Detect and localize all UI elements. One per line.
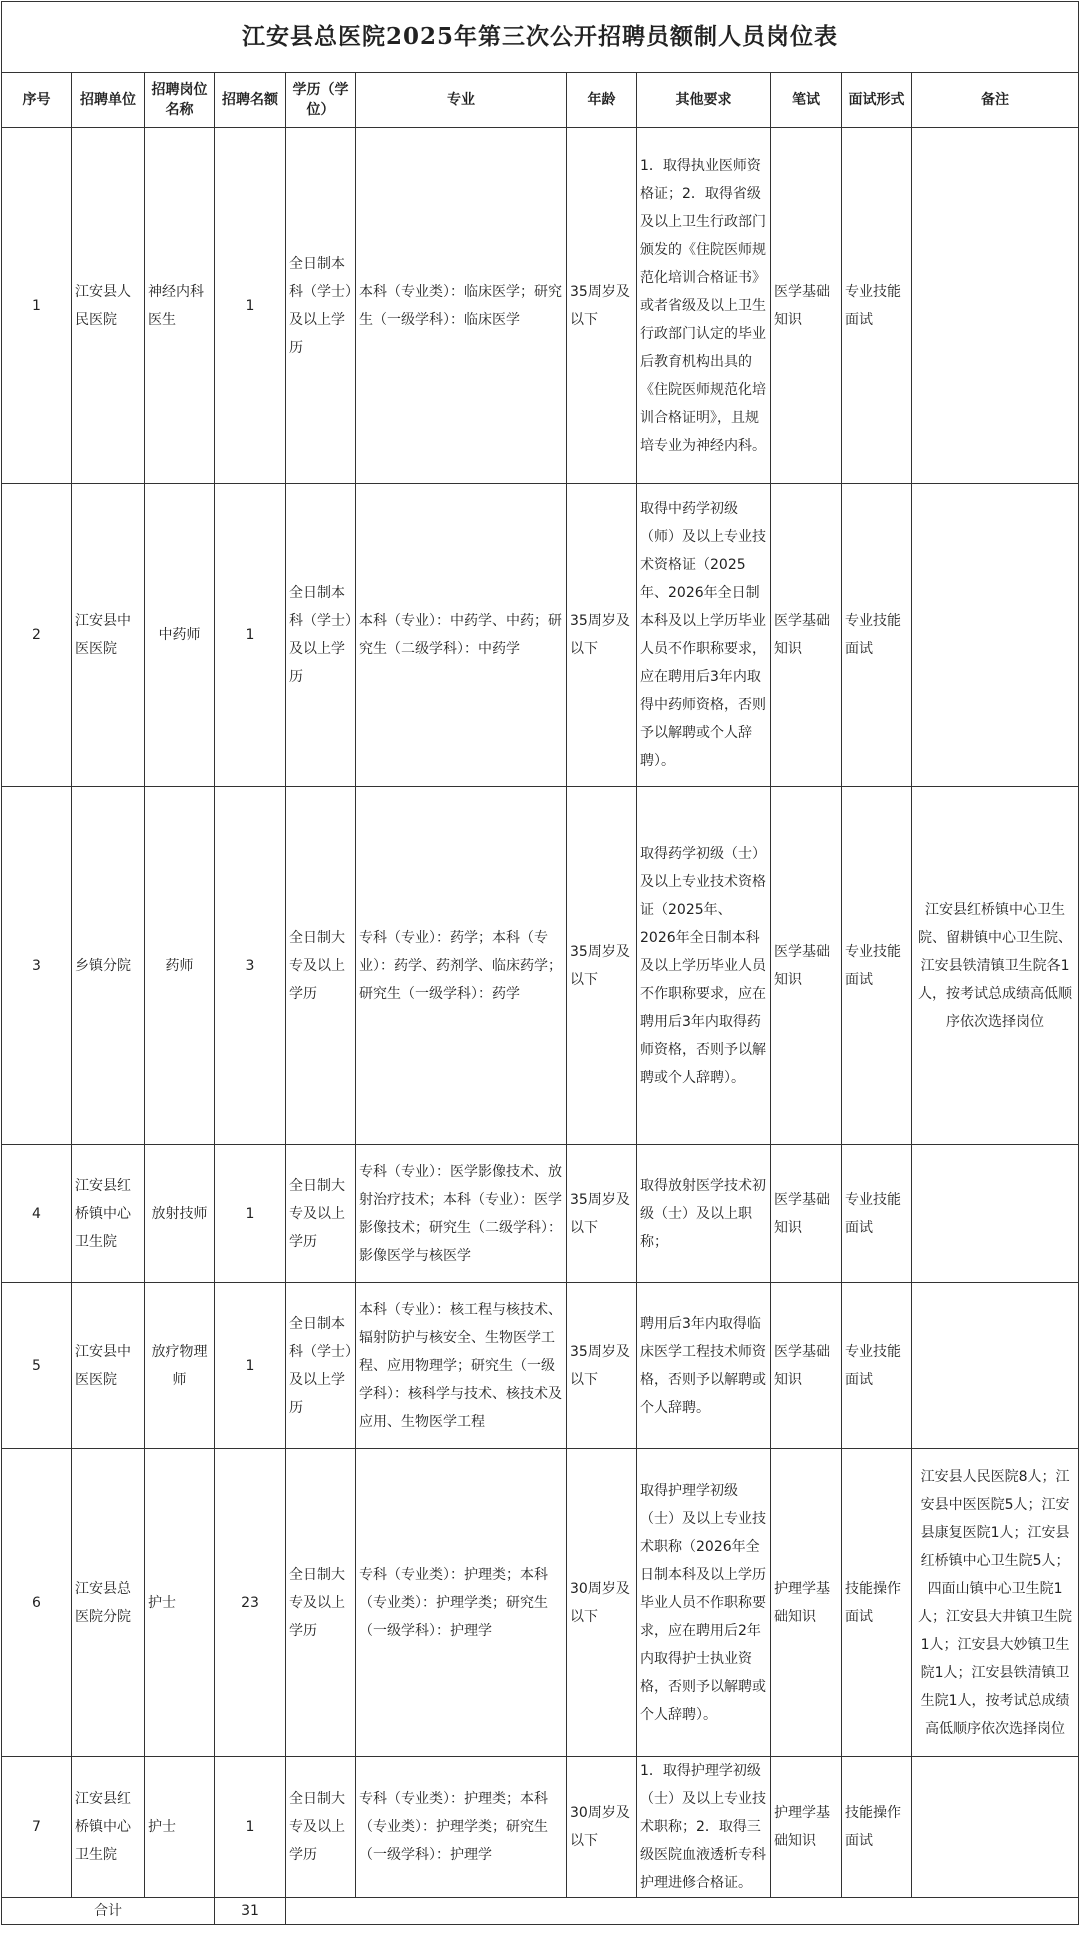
cell-count: 1: [215, 1283, 286, 1449]
cell-unit: 江安县中医医院: [72, 484, 145, 787]
cell-written: 医学基础知识: [771, 484, 842, 787]
total-row: [2, 1898, 1079, 1925]
cell-age: 35周岁及以下: [567, 128, 637, 484]
cell-remark: 江安县人民医院8人；江安县中医医院5人；江安县康复医院1人；江安县红桥镇中心卫生院5人；四面山镇中心卫生院1人；江安县大井镇卫生院1人；江安县大妙镇卫生院1人；江安县铁清镇卫生院1人，按考试总成绩高低顺序依次选择岗位: [912, 1449, 1079, 1757]
header-education: 学历（学位）: [286, 73, 356, 128]
cell-major: 本科（专业）：核工程与核技术、辐射防护与核安全、生物医学工程、应用物理学；研究生（一级学科）：核科学与技术、核技术及应用、生物医学工程: [356, 1283, 567, 1449]
cell-count: 1: [215, 128, 286, 484]
table-row: [2, 1145, 1079, 1283]
cell-position: 放疗物理师: [145, 1283, 215, 1449]
header-remark: 备注: [912, 73, 1079, 128]
total-blank: [286, 1898, 1079, 1925]
table-row: [2, 1757, 1079, 1898]
cell-other: 1．取得执业医师资格证；2．取得省级及以上卫生行政部门颁发的《住院医师规范化培训合格证书》或者省级及以上卫生行政部门认定的毕业后教育机构出具的《住院医师规范化培训合格证明》，且规培专业为神经内科。: [637, 128, 771, 484]
recruitment-table: [1, 1, 1079, 1925]
page-title: 江安县总医院2025年第三次公开招聘员额制人员岗位表: [2, 2, 1079, 73]
header-position: 招聘岗位名称: [145, 73, 215, 128]
cell-count: 1: [215, 1757, 286, 1898]
cell-written: 医学基础知识: [771, 1145, 842, 1283]
cell-interview: 技能操作面试: [842, 1449, 912, 1757]
cell-age: 35周岁及以下: [567, 1283, 637, 1449]
total-count: 31: [215, 1898, 286, 1925]
cell-interview: 专业技能面试: [842, 787, 912, 1145]
table-row: [2, 1283, 1079, 1449]
cell-major: 专科（专业类）：护理类；本科（专业类）：护理学类；研究生（一级学科）：护理学: [356, 1757, 567, 1898]
header-row: [2, 73, 1079, 128]
cell-age: 30周岁及以下: [567, 1757, 637, 1898]
cell-position: 护士: [145, 1757, 215, 1898]
cell-seq: 5: [2, 1283, 72, 1449]
cell-written: 医学基础知识: [771, 1283, 842, 1449]
table-row: [2, 1449, 1079, 1757]
cell-remark: [912, 484, 1079, 787]
cell-count: 23: [215, 1449, 286, 1757]
cell-education: 全日制本科（学士）及以上学历: [286, 128, 356, 484]
header-seq: 序号: [2, 73, 72, 128]
cell-seq: 1: [2, 128, 72, 484]
cell-interview: 技能操作面试: [842, 1757, 912, 1898]
cell-seq: 4: [2, 1145, 72, 1283]
cell-other: 取得护理学初级（士）及以上专业技术职称（2026年全日制本科及以上学历毕业人员不作职称要求，应在聘用后2年内取得护士执业资格，否则予以解聘或个人辞聘）。: [637, 1449, 771, 1757]
cell-remark: 江安县红桥镇中心卫生院、留耕镇中心卫生院、江安县铁清镇卫生院各1人，按考试总成绩高低顺序依次选择岗位: [912, 787, 1079, 1145]
cell-major: 本科（专业）：中药学、中药；研究生（二级学科）：中药学: [356, 484, 567, 787]
cell-unit: 江安县人民医院: [72, 128, 145, 484]
cell-age: 35周岁及以下: [567, 787, 637, 1145]
cell-age: 35周岁及以下: [567, 484, 637, 787]
cell-remark: [912, 1145, 1079, 1283]
cell-unit: 江安县红桥镇中心卫生院: [72, 1145, 145, 1283]
cell-remark: [912, 1757, 1079, 1898]
cell-count: 3: [215, 787, 286, 1145]
cell-position: 放射技师: [145, 1145, 215, 1283]
cell-other: 聘用后3年内取得临床医学工程技术师资格，否则予以解聘或个人辞聘。: [637, 1283, 771, 1449]
cell-other: 取得中药学初级（师）及以上专业技术资格证（2025年、2026年全日制本科及以上学历毕业人员不作职称要求，应在聘用后3年内取得中药师资格，否则予以解聘或个人辞聘）。: [637, 484, 771, 787]
cell-written: 医学基础知识: [771, 787, 842, 1145]
cell-seq: 7: [2, 1757, 72, 1898]
cell-unit: 江安县红桥镇中心卫生院: [72, 1757, 145, 1898]
header-age: 年龄: [567, 73, 637, 128]
cell-education: 全日制大专及以上学历: [286, 1757, 356, 1898]
table-row: [2, 128, 1079, 484]
cell-position: 药师: [145, 787, 215, 1145]
table-row: [2, 484, 1079, 787]
header-written: 笔试: [771, 73, 842, 128]
cell-count: 1: [215, 1145, 286, 1283]
cell-interview: 专业技能面试: [842, 1145, 912, 1283]
header-other: 其他要求: [637, 73, 771, 128]
total-label: 合计: [2, 1898, 215, 1925]
cell-major: 专科（专业）：药学；本科（专业）：药学、药剂学、临床药学；研究生（一级学科）：药学: [356, 787, 567, 1145]
cell-education: 全日制大专及以上学历: [286, 1449, 356, 1757]
cell-age: 35周岁及以下: [567, 1145, 637, 1283]
cell-written: 护理学基础知识: [771, 1757, 842, 1898]
cell-interview: 专业技能面试: [842, 128, 912, 484]
cell-remark: [912, 128, 1079, 484]
cell-interview: 专业技能面试: [842, 484, 912, 787]
cell-written: 医学基础知识: [771, 128, 842, 484]
cell-unit: 江安县中医医院: [72, 1283, 145, 1449]
cell-other: 取得放射医学技术初级（士）及以上职称；: [637, 1145, 771, 1283]
cell-count: 1: [215, 484, 286, 787]
cell-seq: 3: [2, 787, 72, 1145]
header-major: 专业: [356, 73, 567, 128]
cell-age: 30周岁及以下: [567, 1449, 637, 1757]
cell-position: 中药师: [145, 484, 215, 787]
table-row: [2, 787, 1079, 1145]
cell-seq: 6: [2, 1449, 72, 1757]
cell-position: 护士: [145, 1449, 215, 1757]
cell-position: 神经内科医生: [145, 128, 215, 484]
cell-education: 全日制本科（学士）及以上学历: [286, 484, 356, 787]
header-unit: 招聘单位: [72, 73, 145, 128]
cell-major: 专科（专业）：医学影像技术、放射治疗技术；本科（专业）：医学影像技术；研究生（二级学科）：影像医学与核医学: [356, 1145, 567, 1283]
header-count: 招聘名额: [215, 73, 286, 128]
cell-major: 专科（专业类）：护理类；本科（专业类）：护理学类；研究生（一级学科）：护理学: [356, 1449, 567, 1757]
cell-education: 全日制大专及以上学历: [286, 787, 356, 1145]
cell-written: 护理学基础知识: [771, 1449, 842, 1757]
header-interview: 面试形式: [842, 73, 912, 128]
cell-interview: 专业技能面试: [842, 1283, 912, 1449]
cell-education: 全日制大专及以上学历: [286, 1145, 356, 1283]
cell-seq: 2: [2, 484, 72, 787]
cell-other: 1．取得护理学初级（士）及以上专业技术职称；2．取得三级医院血液透析专科护理进修合格证。: [637, 1757, 771, 1898]
cell-other: 取得药学初级（士）及以上专业技术资格证（2025年、2026年全日制本科及以上学历毕业人员不作职称要求，应在聘用后3年内取得药师资格，否则予以解聘或个人辞聘）。: [637, 787, 771, 1145]
cell-major: 本科（专业类）：临床医学；研究生（一级学科）：临床医学: [356, 128, 567, 484]
cell-unit: 乡镇分院: [72, 787, 145, 1145]
cell-unit: 江安县总医院分院: [72, 1449, 145, 1757]
cell-remark: [912, 1283, 1079, 1449]
cell-education: 全日制本科（学士）及以上学历: [286, 1283, 356, 1449]
